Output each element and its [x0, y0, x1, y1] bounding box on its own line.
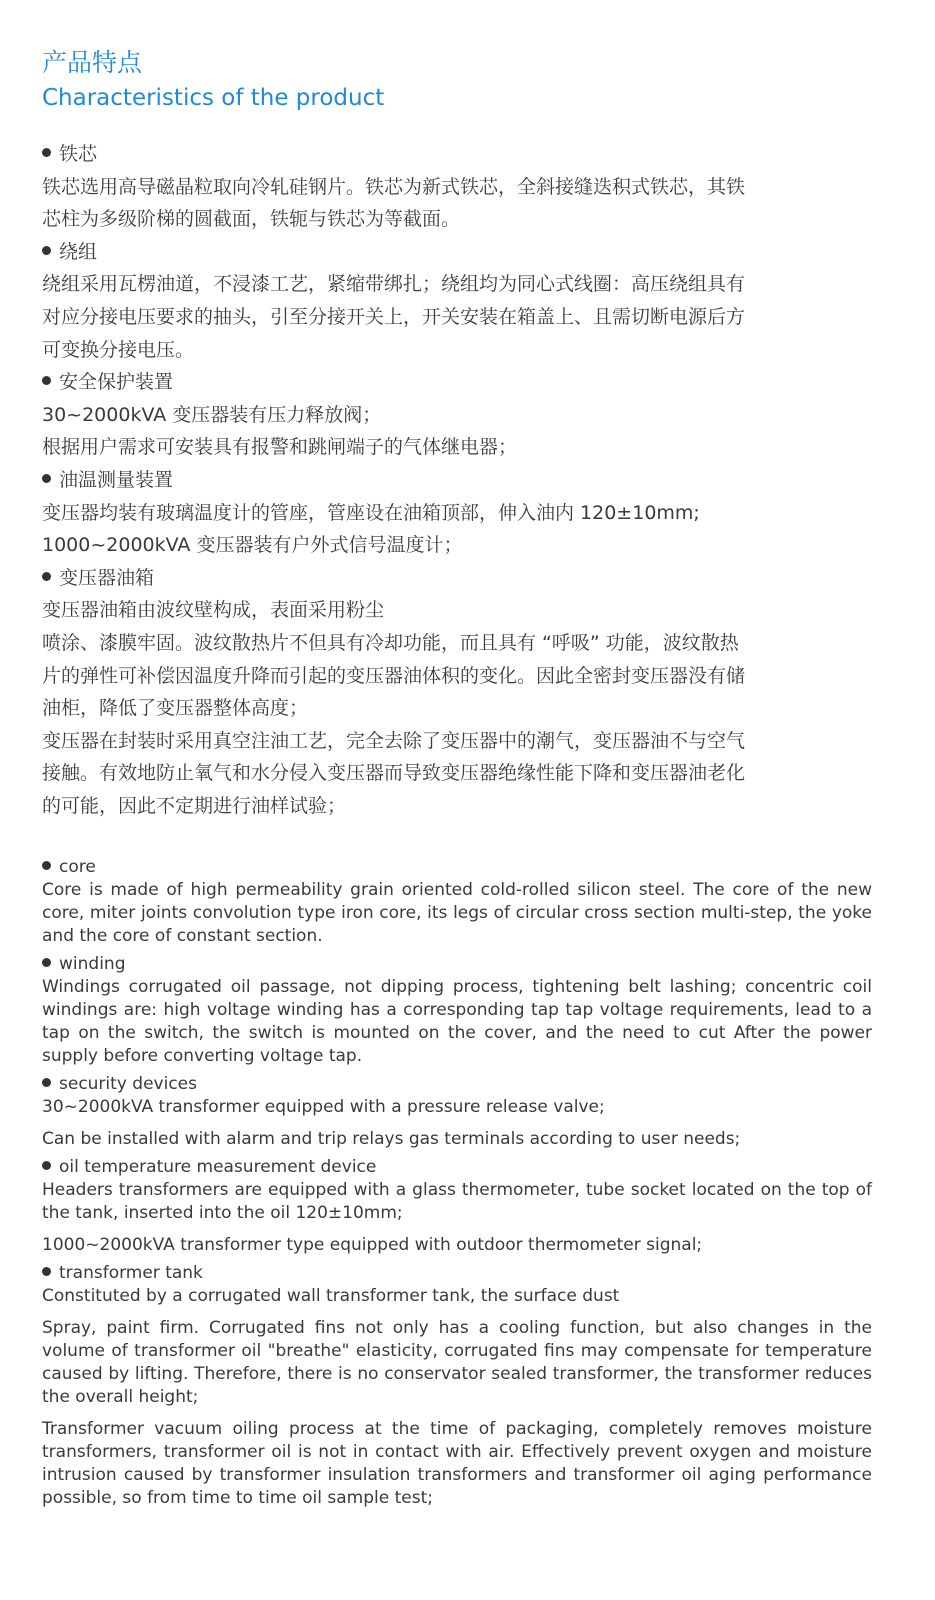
cn-paragraph-line: 的可能，因此不定期进行油样试验；: [42, 794, 347, 817]
cn-heading-temperature: 油温测量装置: [42, 464, 872, 497]
cn-paragraph-line: 对应分接电压要求的抽头，引至分接开关上，开关安装在箱盖上、且需切断电源后方: [42, 305, 746, 328]
cn-paragraph-line: 30~2000kVA 变压器装有压力释放阀；: [42, 403, 382, 426]
bullet-icon: [42, 1267, 51, 1276]
bullet-icon: [42, 148, 51, 157]
page-title-chinese: 产品特点: [42, 48, 143, 77]
en-paragraph: 1000~2000kVA transformer type equipped with outdoor thermometer signal;: [42, 1235, 703, 1255]
en-heading-core: core: [42, 856, 872, 879]
cn-heading-tank: 变压器油箱: [42, 562, 872, 595]
cn-paragraph-line: 喷涂、漆膜牢固。波纹散热片不但具有冷却功能，而且具有 “呼吸” 功能，波纹散热: [42, 631, 739, 654]
bullet-icon: [42, 246, 51, 255]
cn-paragraph-line: 变压器均装有玻璃温度计的管座，管座设在油箱顶部，伸入油内 120±10mm;: [42, 501, 700, 524]
bullet-icon: [42, 861, 51, 870]
cn-paragraph-line: 可变换分接电压。: [42, 338, 195, 361]
en-paragraph: Spray, paint firm. Corrugated fins not only has a cooling function, but also changes in the volume of transformer oil "breathe" elasticity, corrugated fins may compensate for temperature caused by lifting. Therefore, there is no conservator sealed transformer, the transformer reduces the overall height;: [42, 1318, 872, 1407]
chinese-section: [42, 138, 872, 822]
en-paragraph: Headers transformers are equipped with a glass thermometer, tube socket located on the top of the tank, inserted into the oil 120±10mm;: [42, 1180, 872, 1223]
en-paragraph: Transformer vacuum oiling process at the time of packaging, completely removes moisture transformers, transformer oil is not in contact with air. Effectively prevent oxygen and moisture intrusion caused by transformer insulation transformers and transformer oil aging performance possible, so from time to time oil sample test;: [42, 1419, 872, 1508]
cn-paragraph-line: 接触。有效地防止氧气和水分侵入变压器而导致变压器绝缘性能下降和变压器油老化: [42, 762, 746, 785]
cn-paragraph-line: 变压器油箱由波纹壁构成，表面采用粉尘: [42, 599, 385, 622]
en-heading-winding: winding: [42, 953, 872, 976]
cn-paragraph-line: 变压器在封装时采用真空注油工艺，完全去除了变压器中的潮气，变压器油不与空气: [42, 729, 746, 752]
cn-paragraph-line: 1000~2000kVA 变压器装有户外式信号温度计；: [42, 534, 463, 557]
cn-heading-winding: 绕组: [42, 236, 872, 269]
en-heading-temperature: oil temperature measurement device: [42, 1156, 872, 1179]
en-heading-security: security devices: [42, 1073, 872, 1096]
cn-heading-security: 安全保护装置: [42, 366, 872, 399]
page-title-english: Characteristics of the product: [42, 85, 385, 111]
english-section: [42, 856, 872, 1510]
en-paragraph: Can be installed with alarm and trip relays gas terminals according to user needs;: [42, 1129, 741, 1149]
bullet-icon: [42, 474, 51, 483]
cn-paragraph-line: 铁芯选用高导磁晶粒取向冷轧硅钢片。铁芯为新式铁芯，全斜接缝迭积式铁芯，其铁: [42, 175, 746, 198]
bullet-icon: [42, 376, 51, 385]
bullet-icon: [42, 1161, 51, 1170]
en-paragraph: Core is made of high permeability grain oriented cold-rolled silicon steel. The core of the new core, miter joints convolution type iron core, its legs of circular cross section multi-step, the yoke and the core of constant section.: [42, 880, 872, 946]
bullet-icon: [42, 572, 51, 581]
cn-paragraph-line: 根据用户需求可安装具有报警和跳闸端子的气体继电器；: [42, 436, 518, 459]
bullet-icon: [42, 958, 51, 967]
en-paragraph: Windings corrugated oil passage, not dipping process, tightening belt lashing; concentric coil windings are: high voltage winding has a corresponding tap tap voltage requirements, lead to a tap on the switch, the switch is mounted on the cover, and the need to cut After the power supply before converting voltage tap.: [42, 977, 872, 1066]
en-heading-tank: transformer tank: [42, 1262, 872, 1285]
cn-paragraph-line: 片的弹性可补偿因温度升降而引起的变压器油体积的变化。因此全密封变压器没有储: [42, 664, 746, 687]
cn-paragraph-line: 油柜，降低了变压器整体高度；: [42, 697, 309, 720]
en-paragraph: Constituted by a corrugated wall transformer tank, the surface dust: [42, 1286, 620, 1306]
bullet-icon: [42, 1078, 51, 1087]
en-paragraph: 30~2000kVA transformer equipped with a pressure release valve;: [42, 1097, 605, 1117]
cn-paragraph-line: 芯柱为多级阶梯的圆截面，铁轭与铁芯为等截面。: [42, 208, 461, 231]
cn-paragraph-line: 绕组采用瓦楞油道，不浸漆工艺，紧缩带绑扎；绕组均为同心式线圈：高压绕组具有: [42, 273, 746, 296]
cn-heading-core: 铁芯: [42, 138, 872, 171]
